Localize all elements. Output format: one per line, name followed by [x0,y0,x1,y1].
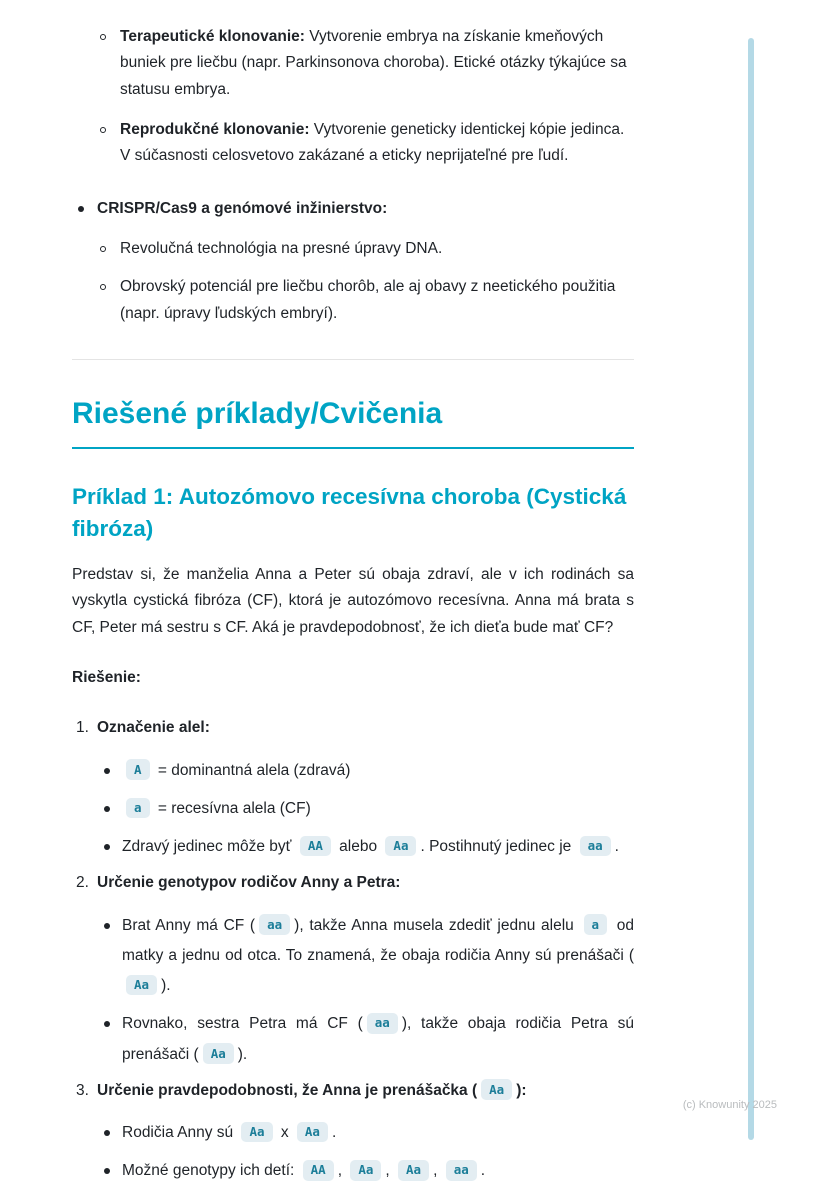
step-2 [72,870,634,1069]
bold-text: Terapeutické klonovanie: [120,28,305,45]
list-item [72,1156,634,1186]
step-bullets [72,1118,634,1186]
hollow-bullet-icon [100,34,106,40]
section-divider [72,359,634,360]
list-item-crispr-ethics [97,274,634,327]
genotype-badge: Aa [350,1160,381,1181]
bold-text: ): [516,1081,527,1099]
list-item-text: Možné genotypy ich detí: AA , Aa , Aa , aa . [122,1156,634,1186]
list-item [72,1009,634,1069]
list-item [72,794,634,824]
crispr-sublist [97,236,634,327]
list-item-text: Reprodukčné klonovanie: Vytvorenie geneticky identickej kópie jedinca. V súčasnosti celosvetovo zakázané a eticky neprijateľné pre ľudí. [120,121,625,165]
list-item-reproductive-cloning [72,117,634,170]
scrollbar-track[interactable] [748,38,754,1140]
list-item-crispr [72,196,634,327]
step-number: 1. [76,719,89,737]
notes-list [72,24,634,327]
genotype-badge: Aa [241,1122,272,1143]
step-bullets [72,911,634,1070]
bullet-icon [78,206,84,212]
genotype-badge: aa [580,836,611,857]
genotype-badge: Aa [481,1079,512,1100]
step-1 [72,715,634,862]
genotype-badge: Aa [385,836,416,857]
genotype-badge: AA [303,1160,334,1181]
genotype-badge: aa [446,1160,477,1181]
list-item [72,832,634,862]
genotype-badge: Aa [297,1122,328,1143]
genotype-badge: A [126,759,150,780]
list-item-text: Rodičia Anny sú Aa x Aa . [122,1118,634,1148]
example-intro-paragraph: Predstav si, že manželia Anna a Peter sú obaja zdraví, ale v ich rodinách sa vyskytla cystická fibróza (CF), ktorá je autozómovo recesívna. Anna má brata s CF, Peter má sestru s CF. Aká je pravdepodobnosť, že ich dieťa bude mať CF? [72,566,634,636]
list-item-text: Revolučná technológia na presné úpravy DNA. [120,240,443,258]
step-title [72,1078,634,1104]
genotype-badge: aa [367,1013,398,1034]
step-heading [97,719,210,736]
bullet-icon [104,844,110,850]
list-item-text: Brat Anny má CF ( aa ), takže Anna musela zdediť jednu alelu a od matky a jednu od otca. To znamená, že obaja rodičia Anny sú prenášači (Aa ). [122,911,634,1002]
genotype-badge: Aa [203,1043,234,1064]
step-title [72,715,634,741]
list-item-text [97,196,634,222]
list-item-text: Rovnako, sestra Petra má CF ( aa ), takže obaja rodičia Petra sú prenášači ( Aa ). [122,1009,634,1069]
solution-steps [72,715,634,1186]
list-item-text: A = dominantná alela (zdravá) [122,756,634,786]
solution-label: Riešenie: [72,669,141,687]
bullet-icon [104,1021,110,1027]
step-title [72,870,634,896]
copyright-watermark: (c) Knowunity 2025 [682,1099,777,1111]
step-bullets [72,756,634,863]
bold-text: Určenie pravdepodobnosti, že Anna je prenášačka ( [97,1081,478,1099]
section-title: Riešené príklady/Cvičenia [72,396,634,449]
bullet-icon [104,806,110,812]
list-item-crispr-tech [97,236,634,262]
bold-text: CRISPR/Cas9 a genómové inžinierstvo: [97,199,388,217]
bullet-icon [104,1168,110,1174]
step-3 [72,1078,634,1187]
list-item [72,911,634,1002]
list-item-text: Obrovský potenciál pre liečbu chorôb, ale aj obavy z neetického použitia (napr. úpravy ľudských embryí). [120,278,616,322]
genotype-badge: a [584,914,608,935]
example-title: Príklad 1: Autozómovo recesívna choroba (Cystická fibróza) [72,484,627,541]
list-item-text: Terapeutické klonovanie: Vytvorenie embrya na získanie kmeňových buniek pre liečbu (napr. Parkinsonova choroba). Etické otázky týkajúce sa statusu embrya. [120,28,627,98]
bold-text: Označenie alel: [97,719,210,737]
step-heading [97,874,400,891]
hollow-bullet-icon [100,127,106,133]
bullet-icon [104,1130,110,1136]
list-item [72,1118,634,1148]
list-item-text: a = recesívna alela (CF) [122,794,634,824]
genotype-badge: a [126,798,150,819]
list-item-therapeutic-cloning [72,24,634,103]
list-item [72,756,634,786]
list-item-text: Zdravý jedinec môže byť AA alebo Aa . Postihnutý jedinec je aa . [122,832,634,862]
step-number: 2. [76,874,89,892]
genotype-badge: aa [259,914,290,935]
step-number: 3. [76,1081,89,1099]
bullet-icon [104,923,110,929]
document-content [72,24,634,1195]
hollow-bullet-icon [100,284,106,290]
step-heading [97,1082,527,1099]
genotype-badge: Aa [126,975,157,996]
genotype-badge: Aa [398,1160,429,1181]
genotype-badge: AA [300,836,331,857]
bold-text: Reprodukčné klonovanie: [120,121,310,139]
bold-text: Určenie genotypov rodičov Anny a Petra: [97,874,401,892]
bullet-icon [104,768,110,774]
hollow-bullet-icon [100,246,106,252]
